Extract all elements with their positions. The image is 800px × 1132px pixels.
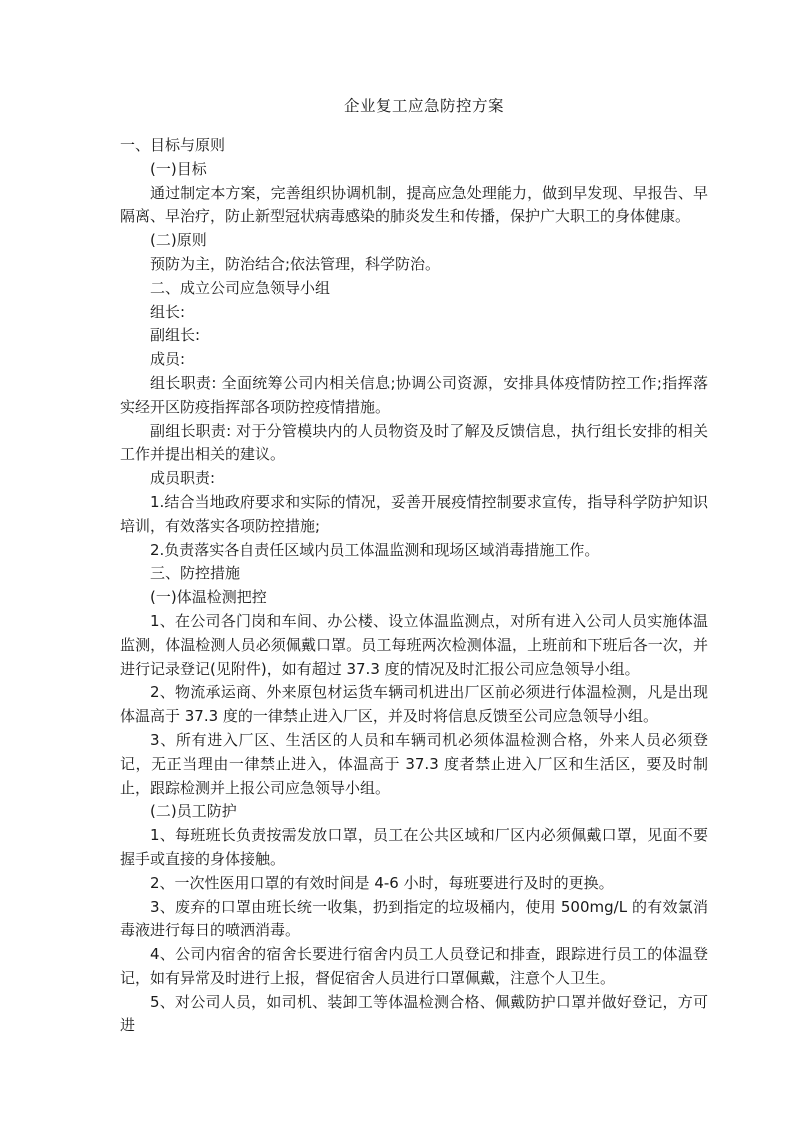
paragraph: 3、废弃的口罩由班长统一收集，扔到指定的垃圾桶内，使用 500mg/L 的有效氯消毒液进行每日的喷洒消毒。 [120,897,708,940]
paragraph: 1、每班班长负责按需发放口罩，员工在公共区域和厂区内必须佩戴口罩，见面不要握手或直接的身体接触。 [120,826,708,868]
paragraph: 4、公司内宿舍的宿舍长要进行宿舍内员工人员登记和排查，跟踪进行员工的体温登记，如有异常及时进行上报，督促宿舍人员进行口罩佩戴，注意个人卫生。 [120,945,708,987]
paragraph: 副组长职责: 对于分管模块内的人员物资及时了解及反馈信息，执行组长安排的相关工作并提出相关的建议。 [120,421,708,464]
paragraph: 成员职责: [150,469,216,488]
paragraph: 成员: [150,350,186,369]
paragraph: (一)目标 [150,159,207,178]
paragraph: 组长: [150,302,186,321]
paragraph: 2.负责落实各自责任区域内员工体温监测和现场区域消毒措施工作。 [150,540,600,559]
paragraph: 副组长: [150,326,201,345]
paragraph: 1.结合当地政府要求和实际的情况，妥善开展疫情控制要求宣传，指导科学防护知识培训，有效落实各项防控措施; [120,492,708,535]
paragraph: (一)体温检测把控 [150,588,267,607]
paragraph: 一、目标与原则 [120,136,226,154]
paragraph: 预防为主，防治结合;依法管理，科学防治。 [150,254,441,273]
paragraph: 2、一次性医用口罩的有效时间是 4-6 小时，每班要进行及时的更换。 [150,873,614,892]
paragraph: 通过制定本方案，完善组织协调机制，提高应急处理能力，做到早发现、早报告、早隔离、早治疗，防止新型冠状病毒感染的肺炎发生和传播，保护广大职工的身体健康。 [120,183,708,226]
paragraph: 3、所有进入厂区、生活区的人员和车辆司机必须体温检测合格，外来人员必须登记，无正当理由一律禁止进入，体温高于 37.3 度者禁止进入厂区和生活区，要及时制止，跟踪检测并上报公司应急领导小组。 [120,730,708,797]
document-body [120,134,708,1038]
paragraph: 5、对公司人员，如司机、装卸工等体温检测合格、佩戴防护口罩并做好登记，方可进 [120,992,708,1035]
paragraph: (二)原则 [150,231,207,250]
paragraph: (二)员工防护 [150,802,237,821]
paragraph: 组长职责: 全面统筹公司内相关信息;协调公司资源，安排具体疫情防控工作;指挥落实经开区防疫指挥部各项防控疫情措施。 [120,373,708,416]
paragraph: 三、防控措施 [150,564,241,583]
paragraph: 二、成立公司应急领导小组 [150,278,331,297]
paragraph: 2、物流承运商、外来原包材运货车辆司机进出厂区前必须进行体温检测，凡是出现体温高于 37.3 度的一律禁止进入厂区，并及时将信息反馈至公司应急领导小组。 [120,683,708,726]
document-title: 企业复工应急防控方案 [343,97,504,115]
paragraph: 1、在公司各门岗和车间、办公楼、设立体温监测点，对所有进入公司人员实施体温监测，体温检测人员必须佩戴口罩。员工每班两次检测体温，上班前和下班后各一次，并进行记录登记(见附件)，如有超过 37.3 度的情况及时汇报公司应急领导小组。 [120,611,708,678]
